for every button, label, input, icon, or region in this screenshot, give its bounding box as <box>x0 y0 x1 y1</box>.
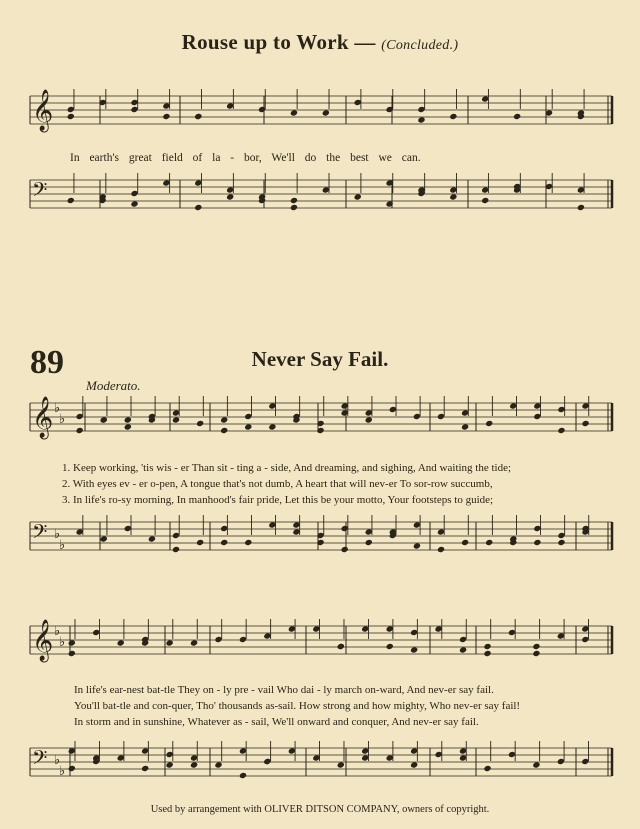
notehead <box>226 193 234 200</box>
notehead <box>166 639 174 646</box>
notehead <box>417 116 425 123</box>
notehead <box>410 646 418 653</box>
notehead <box>485 539 493 546</box>
notehead <box>557 539 565 546</box>
verse-line-2: 2. With eyes ev - er o-pen, A tongue that's not dumb, A heart that will nev-er To sor-row succumb, <box>62 478 493 490</box>
notehead <box>449 193 457 200</box>
notehead <box>124 416 132 423</box>
notehead <box>76 427 84 434</box>
bass-clef: 𝄢 <box>32 520 48 548</box>
notehead <box>290 204 298 211</box>
notehead <box>341 546 349 553</box>
treble-clef: 𝄞 <box>32 620 54 661</box>
notehead <box>100 416 108 423</box>
key-flat: ♭ <box>54 624 61 639</box>
notehead <box>483 650 491 657</box>
notehead <box>124 423 132 430</box>
notehead <box>365 416 373 423</box>
notehead <box>68 639 76 646</box>
notehead <box>100 535 108 542</box>
notehead <box>532 643 540 650</box>
notehead <box>190 761 198 768</box>
notehead <box>68 765 76 772</box>
top-hymn-title-text: Rouse up to Work — <box>181 30 376 54</box>
notehead <box>141 765 149 772</box>
notehead <box>354 193 362 200</box>
notehead <box>513 113 521 120</box>
notehead <box>532 650 540 657</box>
copyright-footer: Used by arrangement with OLIVER DITSON COMPANY, owners of copyright. <box>150 804 490 815</box>
notehead <box>196 539 204 546</box>
top-hymn-subtitle: (Concluded.) <box>381 38 459 53</box>
notehead <box>117 639 125 646</box>
refrain-line-2: You'll bat-tle and con-quer, Tho' thousands as-sail. How strong and how mighty, Who nev-er say fail! <box>74 700 521 712</box>
bass-clef: 𝄢 <box>32 746 48 774</box>
key-flat: ♭ <box>54 527 61 542</box>
hymn-number: 89 <box>30 344 64 381</box>
notehead <box>533 539 541 546</box>
notehead <box>268 423 276 430</box>
notehead <box>290 109 298 116</box>
notehead <box>483 765 491 772</box>
refrain-line-3: In storm and in sunshine, Whatever as - sail, We'll onward and conquer, And nev-er say fail. <box>74 716 479 728</box>
key-flat: ♭ <box>54 401 61 416</box>
notehead <box>67 113 75 120</box>
notehead <box>67 197 75 204</box>
notehead <box>162 113 170 120</box>
notehead <box>322 109 330 116</box>
notehead <box>220 427 228 434</box>
notehead <box>577 204 585 211</box>
notehead <box>196 420 204 427</box>
notehead <box>239 772 247 779</box>
notehead <box>194 113 202 120</box>
notehead <box>337 643 345 650</box>
notehead <box>244 423 252 430</box>
notehead <box>485 420 493 427</box>
notehead <box>483 643 491 650</box>
key-flat: ♭ <box>59 635 66 650</box>
notehead <box>532 761 540 768</box>
key-flat: ♭ <box>59 764 66 779</box>
notehead <box>244 539 252 546</box>
key-flat: ♭ <box>59 538 66 553</box>
notehead <box>481 197 489 204</box>
key-flat: ♭ <box>59 412 66 427</box>
bass-clef: 𝄢 <box>32 178 48 206</box>
verse-line-3: 3. In life's ro-sy morning, In manhood's fair pride, Let this be your motto, Your footsteps to guide; <box>62 494 494 506</box>
notehead <box>581 420 589 427</box>
treble-clef: 𝄞 <box>32 397 54 438</box>
notehead <box>194 204 202 211</box>
notehead <box>130 200 138 207</box>
hymn-title: Never Say Fail. <box>251 347 389 371</box>
notehead <box>166 761 174 768</box>
notehead <box>172 416 180 423</box>
tempo-marking: Moderato. <box>86 378 141 393</box>
treble-clef: 𝄞 <box>32 90 54 131</box>
notehead <box>413 542 421 549</box>
notehead <box>337 761 345 768</box>
notehead <box>461 539 469 546</box>
notehead <box>220 416 228 423</box>
notehead <box>449 113 457 120</box>
top-hymn-lyrics: In earth's great field of la - bor, We'll do the best we can. <box>70 152 421 164</box>
notehead <box>220 539 228 546</box>
notehead <box>365 539 373 546</box>
notehead <box>172 546 180 553</box>
notehead <box>214 761 222 768</box>
notehead <box>459 646 467 653</box>
refrain-line-1: In life's ear-nest bat-tle They on - ly pre - vail Who dai - ly march on-ward, And nev-er say fail. <box>74 684 494 696</box>
notehead <box>190 639 198 646</box>
notehead <box>557 427 565 434</box>
verse-line-1: 1. Keep working, 'tis wis - er Than sit - ting a - side, And dreaming, and sighing, And waiting the tide; <box>62 462 512 474</box>
notehead <box>290 197 298 204</box>
notehead <box>461 423 469 430</box>
notehead <box>386 643 394 650</box>
notehead <box>410 761 418 768</box>
notehead <box>437 546 445 553</box>
notehead <box>148 535 156 542</box>
key-flat: ♭ <box>54 753 61 768</box>
notehead <box>68 650 76 657</box>
